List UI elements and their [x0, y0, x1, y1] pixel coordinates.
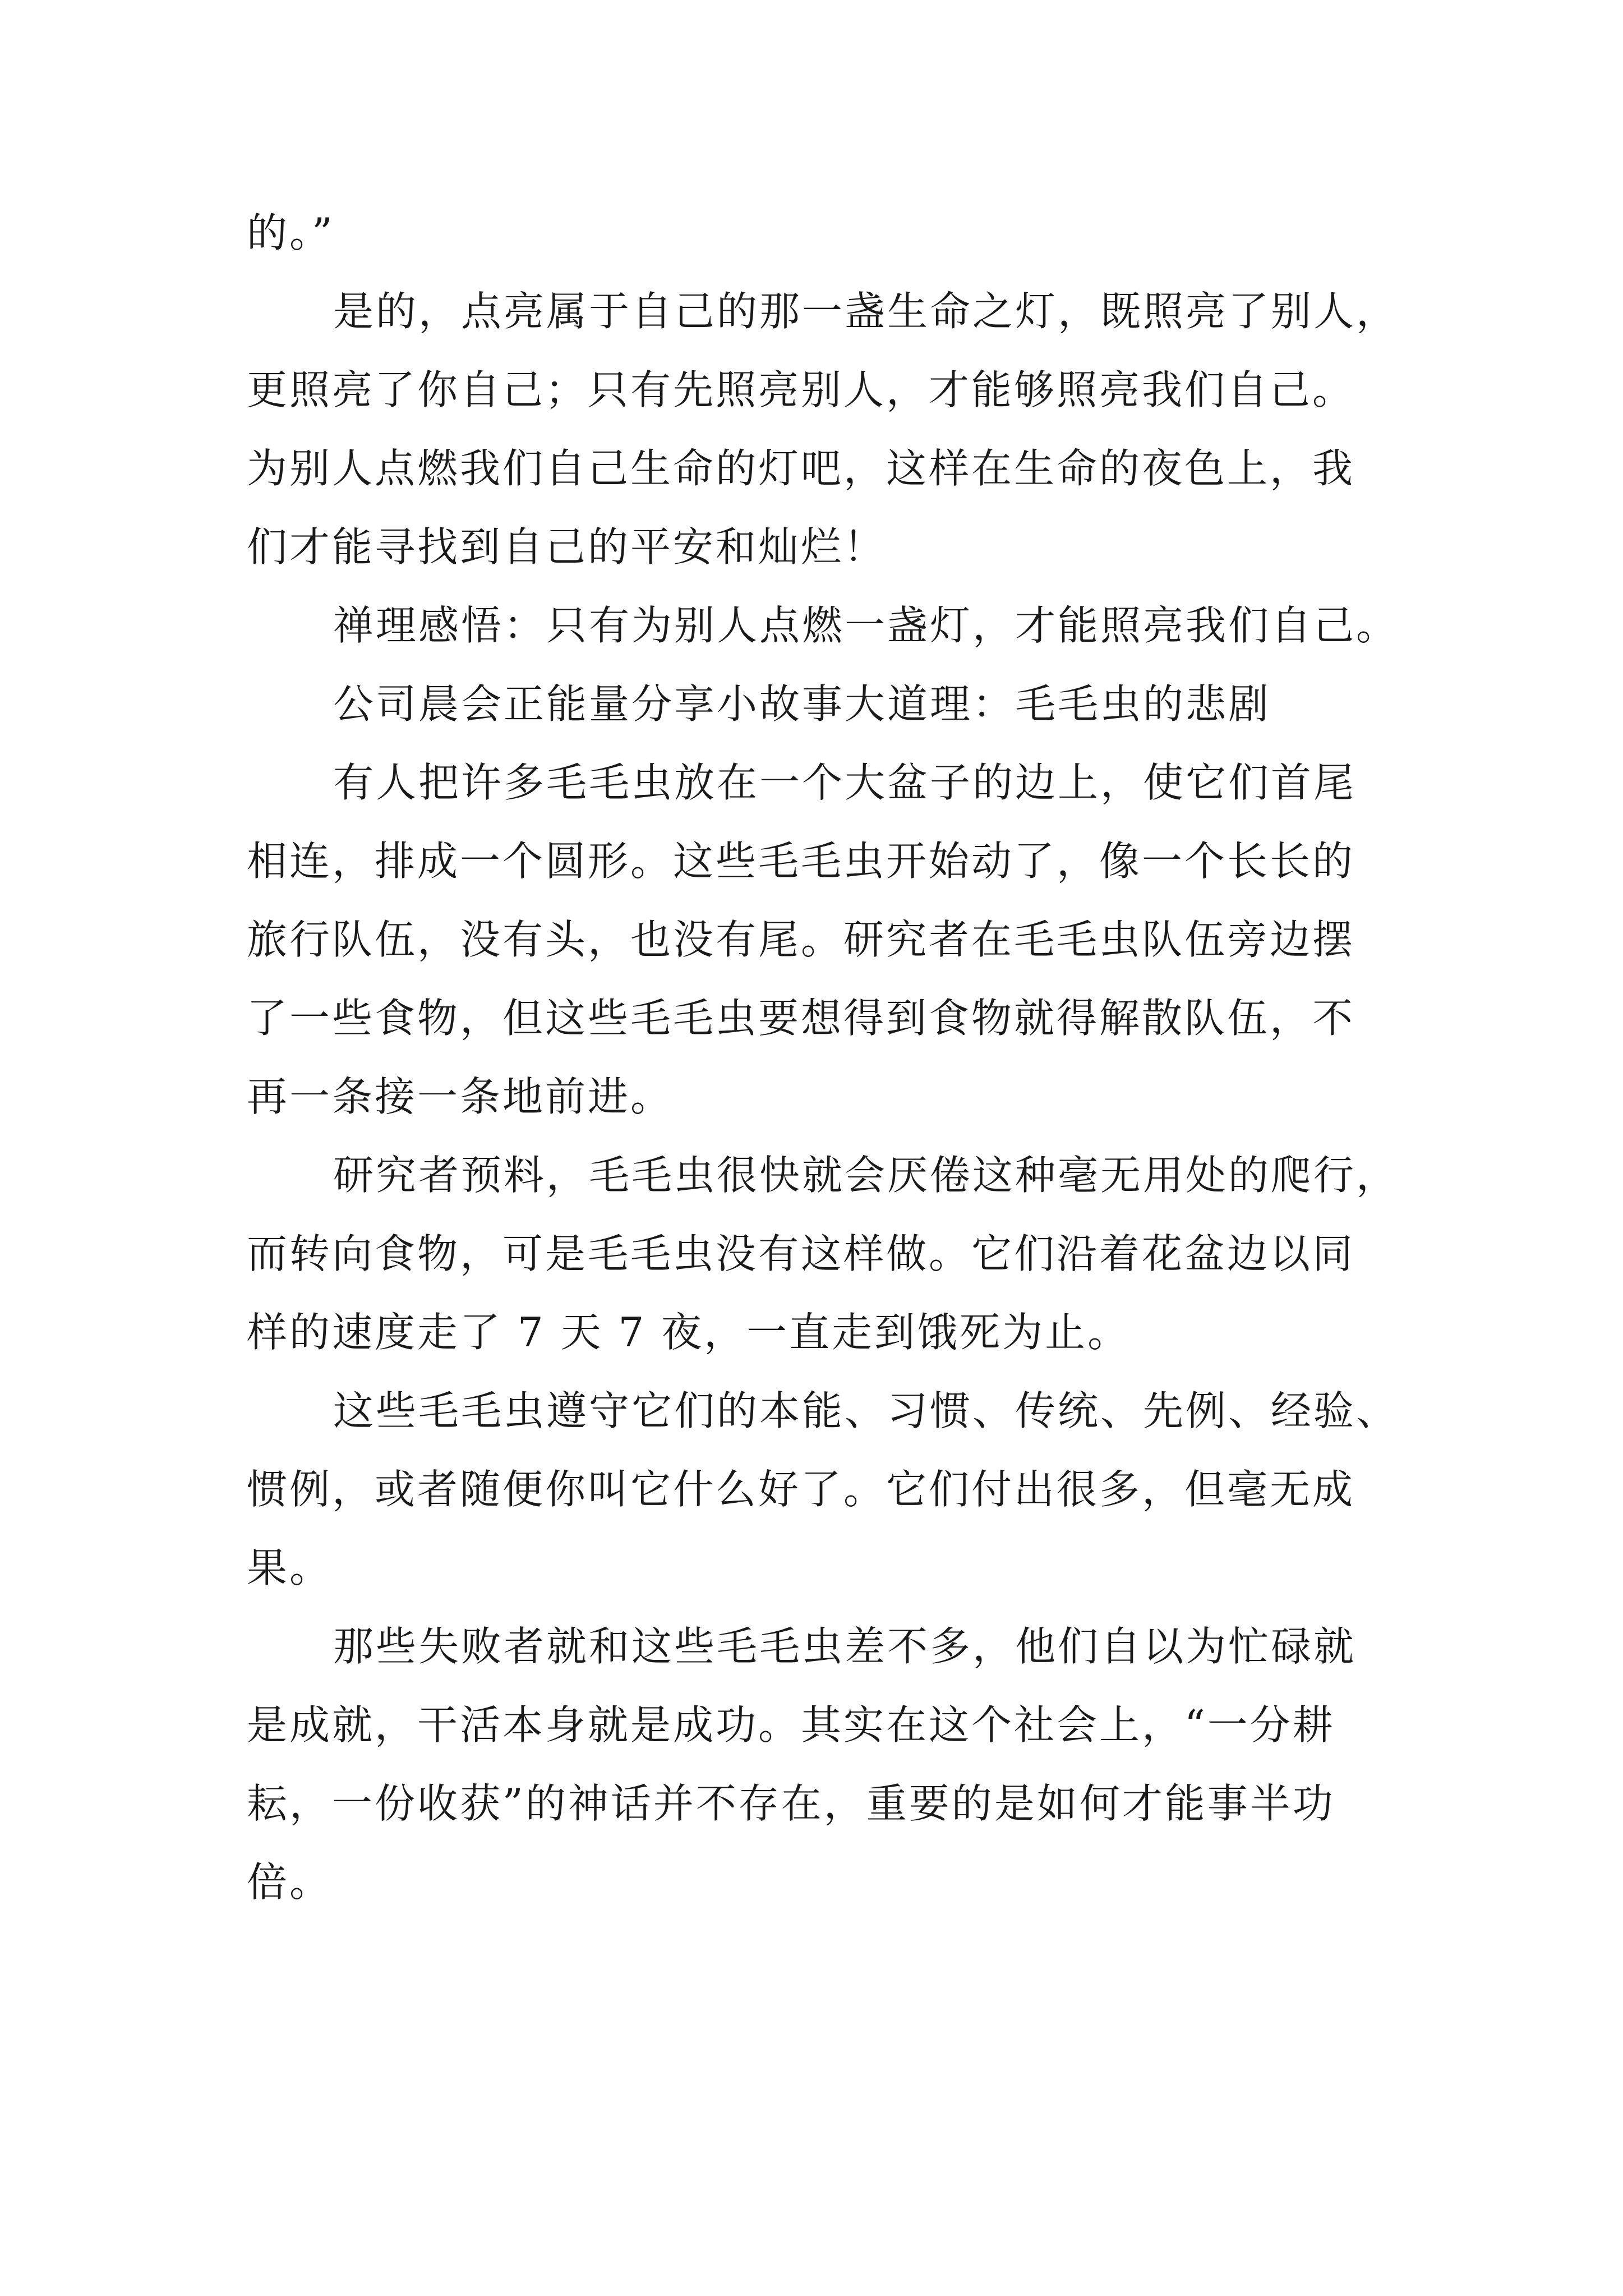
text-line: 的。” — [247, 209, 335, 256]
text-line: 而转向食物，可是毛毛虫没有这样做。它们沿着花盆边以同 — [247, 1230, 1355, 1277]
text-line: 禅理感悟：只有为别人点燃一盏灯，才能照亮我们自己。 — [333, 602, 1399, 649]
text-line: 公司晨会正能量分享小故事大道理：毛毛虫的悲剧 — [333, 680, 1271, 728]
paragraph-7 — [247, 1372, 1399, 1607]
text-line: 了一些食物，但这些毛毛虫要想得到食物就得解散队伍，不 — [247, 995, 1355, 1042]
body-text — [247, 194, 1399, 1921]
text-line: 这些毛毛虫遵守它们的本能、习惯、传统、先例、经验、 — [333, 1387, 1399, 1434]
text-line: 是成就，干活本身就是成功。其实在这个社会上，“一分耕 — [247, 1701, 1335, 1749]
paragraph-8 — [247, 1607, 1385, 1921]
text-line: 耘，一份收获”的神话并不存在，重要的是如何才能事半功 — [247, 1780, 1335, 1827]
text-line: 样的速度走了 7 天 7 夜，一直走到饿死为止。 — [247, 1309, 1131, 1356]
text-line: 果。 — [247, 1544, 333, 1591]
text-line: 相连，排成一个圆形。这些毛毛虫开始动了，像一个长长的 — [247, 838, 1355, 885]
text-line: 们才能寻找到自己的平安和灿烂！ — [247, 523, 887, 570]
text-line: 是的，点亮属于自己的那一盏生命之灯，既照亮了别人， — [333, 288, 1399, 335]
text-line: 为别人点燃我们自己生命的灯吧，这样在生命的夜色上，我 — [247, 445, 1355, 492]
text-line: 那些失败者就和这些毛毛虫差不多，他们自以为忙碌就 — [333, 1623, 1357, 1670]
text-line: 有人把许多毛毛虫放在一个大盆子的边上，使它们首尾 — [333, 759, 1357, 806]
paragraph-1 — [247, 194, 1385, 272]
text-line: 再一条接一条地前进。 — [247, 1073, 674, 1120]
paragraph-zen-insight — [247, 586, 1399, 665]
text-line: 旅行队伍，没有头，也没有尾。研究者在毛毛虫队伍旁边摆 — [247, 916, 1355, 963]
text-line: 研究者预料，毛毛虫很快就会厌倦这种毫无用处的爬行， — [333, 1152, 1399, 1199]
paragraph-2 — [247, 272, 1399, 586]
text-line: 更照亮了你自己；只有先照亮别人，才能够照亮我们自己。 — [247, 366, 1355, 413]
paragraph-6 — [247, 1136, 1399, 1372]
paragraph-5 — [247, 743, 1385, 1136]
text-line: 惯例，或者随便你叫它什么好了。它们付出很多，但毫无成 — [247, 1466, 1355, 1513]
text-line: 倍。 — [247, 1858, 333, 1906]
section-heading — [247, 665, 1385, 743]
